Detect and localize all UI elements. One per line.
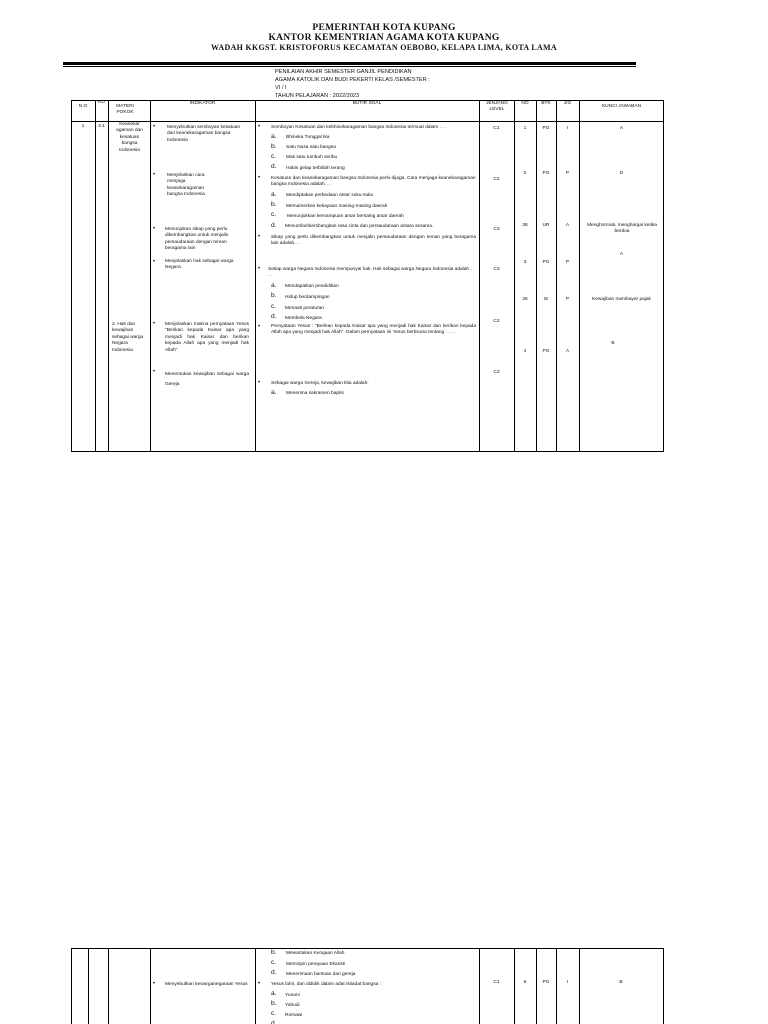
col-divider [88,948,89,1024]
header-kd: KD [98,100,105,105]
p2-answer-jg: I [566,980,569,985]
level-1: C1 [493,126,500,131]
p2-option-c: Meminpin perayaan Ekaristi [286,962,346,967]
level-6: C3 [493,370,500,375]
header-materi: MATERI POKOK [116,104,134,116]
answer-key: A [619,126,624,131]
header-jg: J/G [563,101,572,106]
row-no: 1 [81,124,85,129]
indicator-3: Menunjukan sikap yang perlu dikembangkan untuk menjalin persaudaraan dengan teman beragama lain [165,227,229,252]
table-top-border [71,948,664,949]
answer-key: D [619,171,624,176]
q1-option-b: Satu Nusa satu bangsa [286,145,336,150]
bullet-icon: • [258,234,261,240]
question-5: Pernyataan Yesus : "Berikan kepada Kaisar apa yang menjadi hak Kaisar dan berikan kepada Allah apa yang menjadi hak Allah". Dalam pernyataan ini Yesus berbicara tentang : . . . [271,324,476,336]
bullet-icon: • [258,266,261,272]
answer-no: 1 [523,126,527,131]
p2-q-option-a: Yunani [285,993,300,998]
assessment-subject: AGAMA KATOLIK DAN BUDI PEKERTI KELAS /SEMESTER : [275,77,430,83]
indicator-1: Menyebutkan semboyan kesatuan dari keanekaragaman bangsa Indonesia [167,125,241,143]
q1-option-c: Mati satu tumbuh seribu [286,155,338,160]
col-divider [479,100,480,452]
bullet-icon: • [153,124,156,130]
p2-answer-key: B [619,980,623,985]
answer-jg: I [566,126,569,131]
p2-question: Yesus lahir, dan dididik dalam adat istiadat bangsa : [271,982,381,987]
option-letter: c. [271,959,277,966]
q2-option-c: Menunjukkan kemampuan antar bersaing antar daerah [287,214,404,219]
assessment-class: VI / I [275,85,287,91]
bullet-icon: • [153,226,156,232]
option-letter: d. [271,969,277,976]
col-divider [108,948,109,1024]
p2-level: C1 [493,980,500,985]
option-letter: a. [271,282,277,289]
header-organization: WADAH KKGST. KRISTOFORUS KECAMATAN OEBOBO, KELAPA LIMA, KOTA LAMA [211,43,557,52]
header-divider-thin [63,66,636,67]
answer-jg: P [565,260,570,265]
assessment-info [275,68,430,100]
answer-btk: PG [542,171,550,176]
option-letter: c. [271,211,277,218]
bullet-icon: • [153,981,156,987]
header-government: PEMERINTAH KOTA KUPANG [312,23,456,33]
col-divider [108,100,109,452]
p2-option-d: Menerimaan bantuan dari gereja [286,972,356,977]
p2-answer-no: 5 [523,980,527,985]
option-letter: b. [271,1000,277,1007]
p2-q-option-b: Yahudi [285,1003,300,1008]
assessment-title: PENILAIAN AKHIR SEMESTER GANJIL PENDIDIKAN [275,69,412,75]
level-3: C3 [493,227,500,232]
header-btk: BTK [541,101,551,106]
q1-option-d: Habis gelap terbitlah terang [286,166,345,171]
answer-key: Kewajiban membayar pajak [592,297,651,302]
q4-option-d: Membela Negara [285,316,322,321]
option-letter: b. [271,292,277,299]
option-letter: a. [271,389,277,396]
header-no: N O [78,104,88,109]
bullet-icon: • [153,321,156,327]
q4-option-b: Hidup berdampingan [285,295,330,300]
question-4: Setiap warga Negara Indonesia mempunyai hak. Hak sebagai warga Negara Indonesia adalah . . . [268,267,472,279]
bullet-icon: • [258,324,261,330]
q6-option-a: Menerima sakramen baptis [286,391,344,396]
option-letter: d. [271,222,277,229]
answer-key: B [611,341,615,346]
col-divider [71,948,72,1024]
materi-pokok-1: Keanekar agaman dan kesatuan bangsa Indonesia [116,122,143,153]
indicator-5: Menjelaskan makna pernyataan Yesus "Berikan kepada Kaisar apa yang menjadi hak Kaisar dan berikan kepada Allah apa yang menjadi hak Allah" [165,322,249,353]
p2-indicator: Menyebutkan kewarganegaraan Yesus [165,982,248,987]
q2-option-a: Mendiptakan perbedaan antar suku-suku [286,193,374,198]
option-letter: b. [271,949,277,956]
indicator-6: Menentukan kewajiban sebagai warga Gereja [165,372,249,387]
option-letter: c. [271,303,277,310]
answer-btk: PG [542,260,550,265]
header-divider [63,62,636,65]
answer-no: 26 [522,297,528,302]
level-2: C2 [493,177,500,182]
bullet-icon: • [258,981,261,987]
col-divider [556,100,557,452]
question-6: Sebagai warga Gereja, kewajiban kita adalah: [271,381,369,386]
answer-no: 2 [523,171,527,176]
answer-jg: P [565,171,570,176]
answer-no: 36 [522,223,528,228]
option-letter: a. [271,990,277,997]
answer-btk: PG [542,126,550,131]
q4-option-c: Menaati peraturan [285,306,324,311]
col-divider [536,100,537,452]
header-jenjang: JENJANG LEVEL [486,101,508,113]
option-letter: b. [271,143,277,150]
bullet-icon: • [258,124,261,130]
answer-key: A [619,252,624,257]
header-indikator: INDIKATOR [189,101,216,106]
col-divider [663,948,664,1024]
col-divider [255,948,256,1024]
header-kunci: KUNCI JAWABAN [601,104,642,109]
option-letter: b. [271,201,277,208]
assessment-year: TAHUN PELAJARAN : 2022/2023 [275,93,360,99]
answer-jg: P [565,297,570,302]
option-letter: d. [271,1020,277,1024]
question-2: Kesatuan dan keanekaragaman bangsa Indonesia perlu dijaga. Cara menjaga keanekaragaman bangsa Indonesia adalah. . . [271,176,476,188]
level-5: C2 [493,319,500,324]
col-divider [255,100,256,452]
option-letter: a. [271,191,277,198]
option-letter: d. [271,163,277,170]
col-divider [150,948,151,1024]
header-row-divider [71,121,664,122]
bullet-icon: • [153,259,156,265]
header-nomor: NO [521,101,529,106]
answer-btk: UR [542,223,550,228]
option-letter: c. [271,153,277,160]
bullet-icon: • [258,380,261,386]
indicator-2: Menjelaskan cara menjaga keanekaragaman bangsa Indonesia [167,173,205,198]
answer-key: Menghormati, menghargai ketika berdoa [587,223,657,235]
header-butir: BUTIR SOAL [352,101,382,106]
q4-option-a: Mendapatkan pendidikan [285,284,339,289]
col-divider [514,100,515,452]
answer-btk: IS [543,297,549,302]
answer-no: 3 [523,260,527,265]
question-1: Semboyan Kesatuan dari kebhinekaragaman bangsa Indonesia termuat dalam . . . [271,125,447,130]
indicator-4: Menjelaskan hak sebagai warga Negara [165,259,234,271]
p2-option-b: Mewartakan Kerajaan Allah [286,951,345,956]
bullet-icon: • [153,369,156,375]
header-ministry: KANTOR KEMENTRIAN AGAMA KOTA KUPANG [268,33,500,43]
option-letter: c. [271,1010,277,1017]
answer-jg: A [565,223,570,228]
col-divider [579,100,580,452]
col-divider [95,100,96,452]
p2-q-option-c: Romawi [285,1013,303,1018]
answer-jg: A [565,349,570,354]
q1-option-a: Bhineka Tunggal Ika [286,135,330,140]
option-letter: a. [271,133,277,140]
col-divider [150,100,151,452]
question-3: Sikap yang perlu dikembangkan untuk menjalin persaudaraan dengan teman yang beragama lain adalah. . . [271,235,476,247]
p2-answer-btk: PG [542,980,550,985]
answer-btk: PG [542,349,550,354]
q2-option-b: Memamerkan kekayaan masing-masing daerah [286,204,388,209]
bullet-icon: • [153,172,156,178]
row-kd: 3.1 [98,124,105,129]
materi-pokok-2: 2. Hak dan kewajiban sebagai warga Negara Indonesia [112,322,144,353]
answer-no: 4 [523,349,527,354]
option-letter: d. [271,313,277,320]
level-4: C3 [493,267,500,272]
bullet-icon: • [258,175,261,181]
q2-option-d: Menumbuhkembangkan rasa cinta dan persaudaraan antara sesama. [285,224,434,229]
